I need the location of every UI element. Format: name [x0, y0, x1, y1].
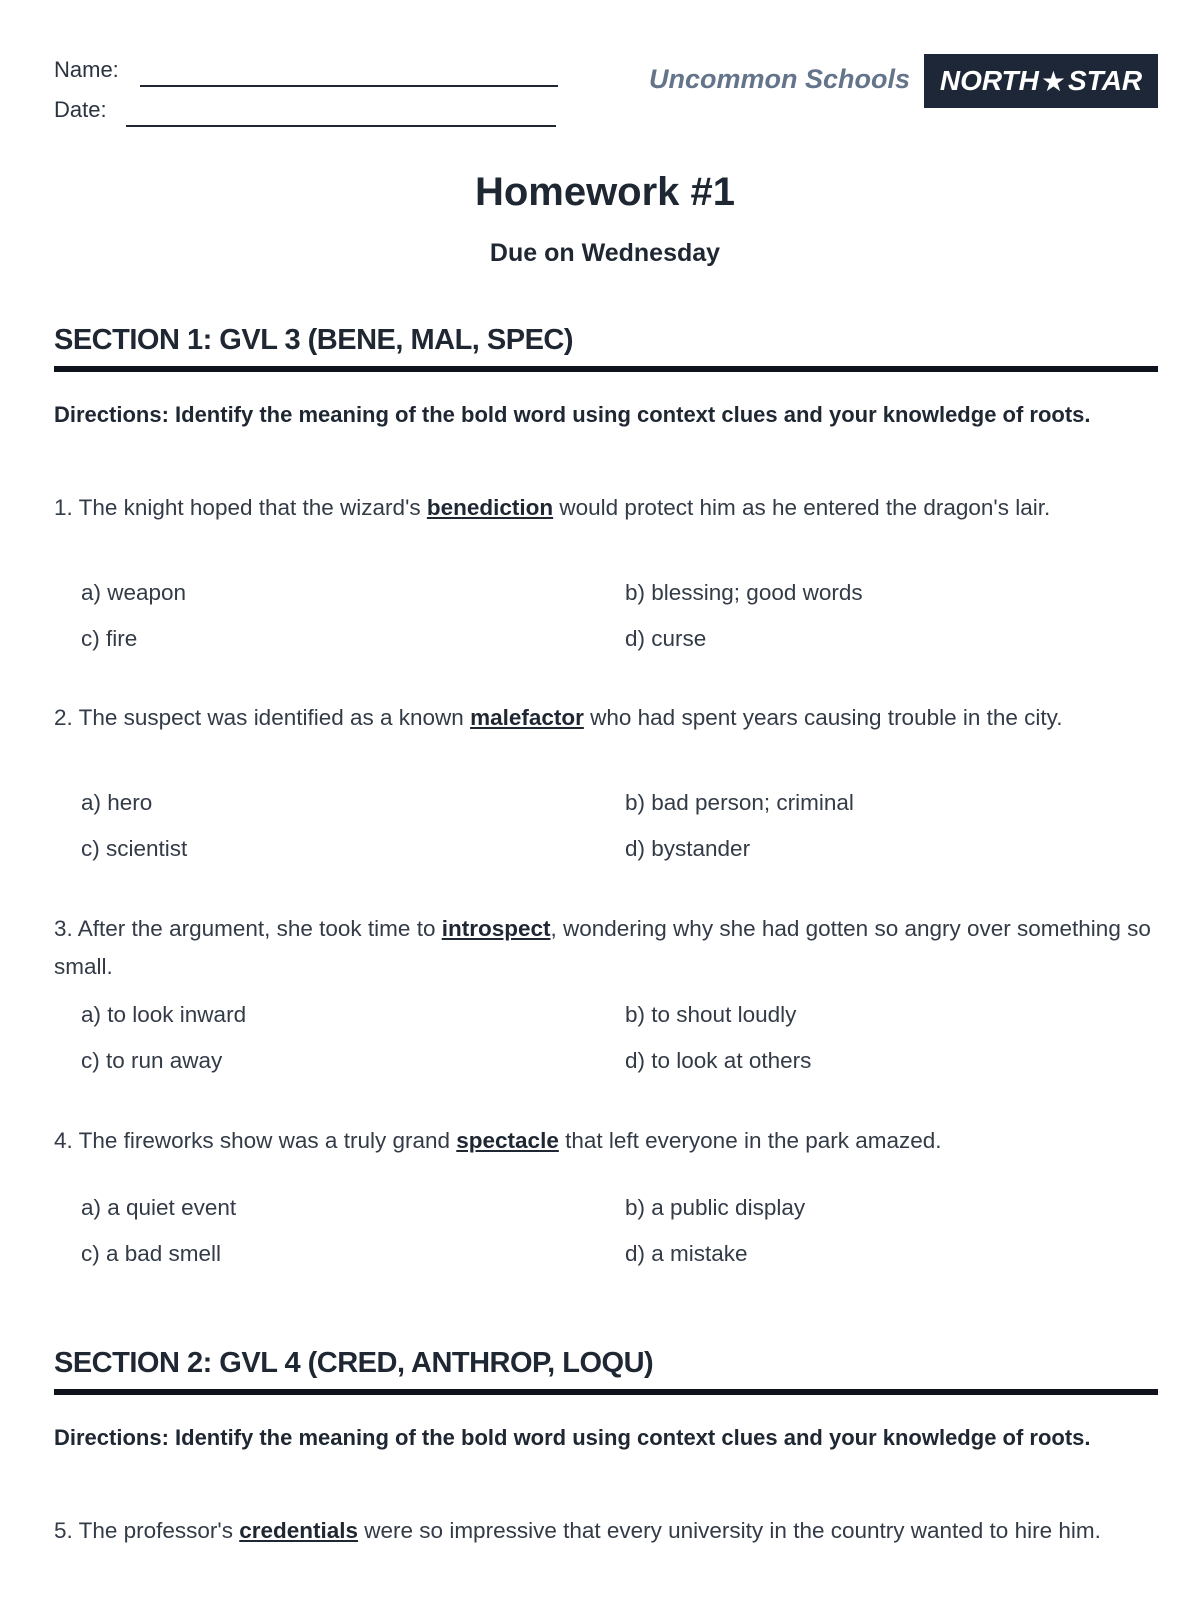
question-1-term: benediction [426, 495, 554, 520]
question-3 [54, 910, 1158, 986]
question-5 [54, 1512, 1158, 1550]
question-1-option-c[interactable]: c) fire [81, 626, 138, 651]
question-3-text-before: 3. After the argument, she took time to [54, 916, 442, 941]
question-3-option-c[interactable]: c) to run away [81, 1048, 223, 1073]
question-5-text-after: were so impressive that every university in the country wanted to hire him. [358, 1518, 1101, 1543]
question-4-option-c[interactable]: c) a bad smell [81, 1241, 222, 1266]
page-title: Homework #1 [474, 170, 736, 214]
date-blank-line[interactable] [126, 125, 556, 127]
uncommon-schools-logo: Uncommon Schools [649, 64, 911, 94]
section-2-heading: SECTION 2: GVL 4 (CRED, ANTHROP, LOQU) [54, 1347, 654, 1379]
question-1-text-before: 1. The knight hoped that the wizard's [54, 495, 427, 520]
question-2-option-a[interactable]: a) hero [81, 790, 153, 815]
question-4-option-a[interactable]: a) a quiet event [81, 1195, 237, 1220]
section-1-heading: SECTION 1: GVL 3 (BENE, MAL, SPEC) [54, 324, 574, 356]
question-4-term: spectacle [456, 1128, 559, 1153]
question-4-option-b[interactable]: b) a public display [625, 1195, 806, 1220]
question-1-option-d[interactable]: d) curse [625, 626, 707, 651]
question-3-text-after: , wondering why she had gotten so angry over something so small. [54, 916, 1151, 979]
question-1 [54, 489, 1158, 527]
north-star-logo [924, 54, 1158, 108]
section-2-divider [54, 1389, 1158, 1395]
name-label: Name: [54, 57, 119, 82]
question-1-option-a[interactable]: a) weapon [81, 580, 187, 605]
question-3-option-b[interactable]: b) to shout loudly [625, 1002, 797, 1027]
section-1-directions: Directions: Identify the meaning of the bold word using context clues and your knowledge of roots. [54, 402, 1091, 427]
question-4-option-d[interactable]: d) a mistake [625, 1241, 748, 1266]
question-2-option-d[interactable]: d) bystander [625, 836, 751, 861]
question-5-term: credentials [239, 1518, 359, 1543]
question-2 [54, 699, 1158, 737]
question-2-option-c[interactable]: c) scientist [81, 836, 188, 861]
question-2-text-after: who had spent years causing trouble in the city. [583, 705, 1063, 730]
question-2-term: malefactor [470, 705, 584, 730]
question-4-text-before: 4. The fireworks show was a truly grand [54, 1128, 457, 1153]
question-1-text-after: would protect him as he entered the dragon's lair. [553, 495, 1051, 520]
question-4 [54, 1122, 1158, 1160]
name-field[interactable] [54, 57, 119, 83]
section-1-divider [54, 366, 1158, 372]
date-label: Date: [54, 97, 107, 122]
north-star-logo-right: STAR [1068, 65, 1143, 96]
question-3-option-d[interactable]: d) to look at others [625, 1048, 812, 1073]
name-blank-line[interactable] [140, 85, 558, 87]
question-5-text-before: 5. The professor's [54, 1518, 240, 1543]
due-date-subtitle: Due on Wednesday [489, 239, 721, 267]
star-icon: ★ [1040, 65, 1066, 97]
north-star-logo-left: NORTH [939, 65, 1039, 96]
question-3-option-a[interactable]: a) to look inward [81, 1002, 247, 1027]
question-1-option-b[interactable]: b) blessing; good words [625, 580, 863, 605]
section-2-directions: Directions: Identify the meaning of the bold word using context clues and your knowledge of roots. [54, 1425, 1091, 1450]
question-3-term: introspect [441, 916, 551, 941]
question-2-option-b[interactable]: b) bad person; criminal [625, 790, 854, 815]
date-field[interactable] [54, 97, 107, 123]
question-4-text-after: that left everyone in the park amazed. [558, 1128, 942, 1153]
question-2-text-before: 2. The suspect was identified as a known [54, 705, 471, 730]
